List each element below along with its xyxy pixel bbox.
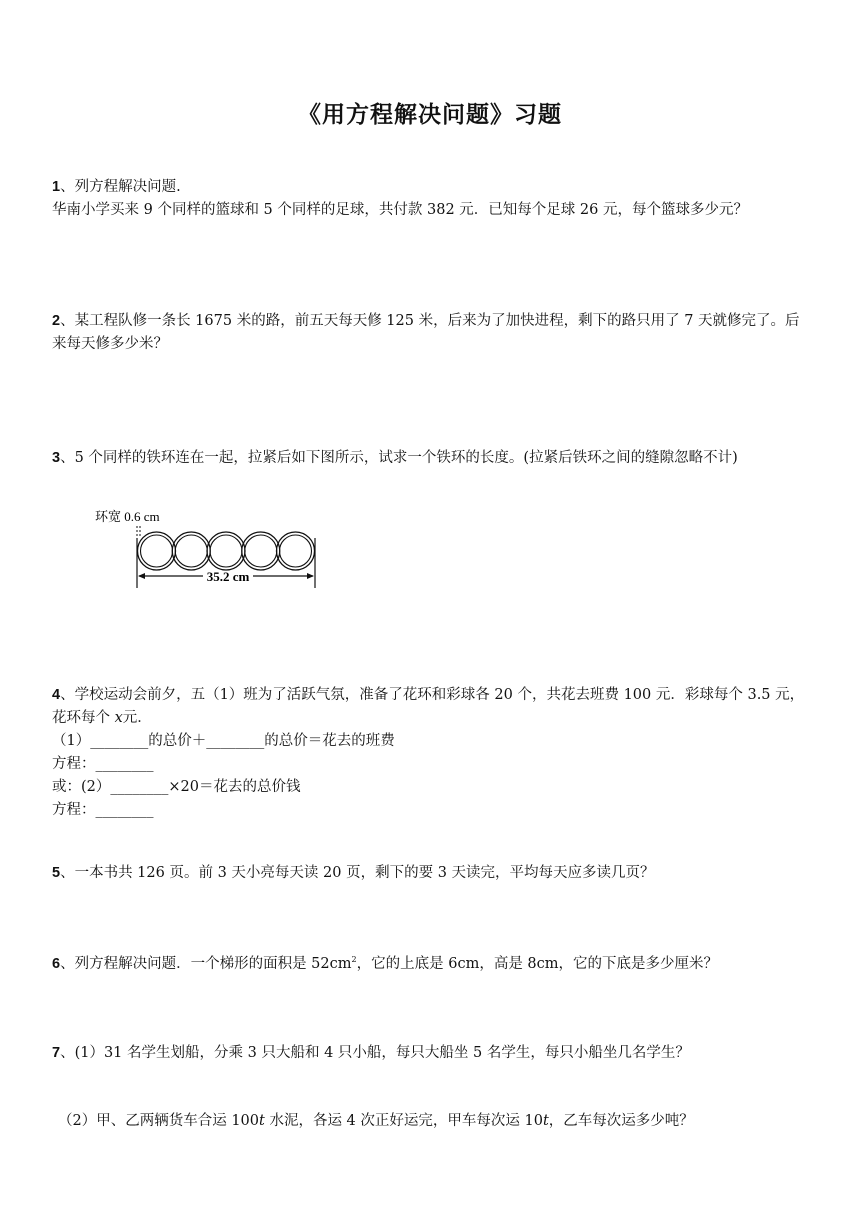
answer-line-4: 方程：________ [52, 802, 154, 818]
iron-ring-inner [280, 535, 312, 567]
question-text: （2）甲、乙两辆货车合运 100 [58, 1113, 260, 1129]
question-7-part-2 [58, 1110, 818, 1133]
superscript-2: 2 [351, 955, 357, 965]
question-5 [52, 862, 812, 885]
question-2 [52, 310, 812, 356]
answer-line-1: （1）________的总价＋________的总价＝花去的班费 [52, 733, 395, 749]
total-length-label: 35.2 cm [206, 569, 250, 584]
arrowhead-left-icon [138, 573, 145, 579]
ring-width-label: 环宽 0.6 cm [95, 509, 160, 524]
question-heading: 、列方程解决问题. [60, 179, 181, 195]
question-7 [52, 1042, 812, 1065]
answer-line-2: 方程：________ [52, 756, 154, 772]
question-number: 4 [52, 687, 61, 703]
question-text-mid: 水泥，各运 4 次正好运完，甲车每次运 10 [264, 1113, 543, 1129]
iron-ring-outer [138, 532, 176, 570]
ring-chain [138, 532, 315, 570]
question-4 [52, 684, 812, 822]
question-number: 7 [52, 1045, 61, 1061]
question-number: 3 [52, 450, 61, 466]
question-text-end: ，乙车每次运多少吨？ [548, 1113, 694, 1129]
variable-x: x [114, 710, 123, 726]
iron-rings-figure [92, 504, 332, 590]
iron-ring-inner [141, 535, 173, 567]
question-text-end: 元． [122, 710, 152, 726]
question-number: 6 [52, 956, 61, 972]
question-text: 、列方程解决问题．一个梯形的面积是 52cm [60, 956, 352, 972]
question-text: 、5 个同样的铁环连在一起，拉紧后如下图所示，试求一个铁环的长度。(拉紧后铁环之间的缝隙忽略不计) [60, 450, 738, 466]
arrowhead-right-icon [307, 573, 314, 579]
question-text: 、(1）31 名学生划船，分乘 3 只大船和 4 只小船，每只大船坐 5 名学生，每只小船坐几名学生？ [60, 1045, 690, 1061]
question-text: 华南小学买来 9 个同样的篮球和 5 个同样的足球，共付款 382 元．已知每个足球 26 元，每个篮球多少元？ [52, 202, 748, 218]
question-text: 、学校运动会前夕，五（1）班为了活跃气氛，准备了花环和彩球各 20 个，共花去班费 100 元．彩球每个 3.5 元，花环每个 [52, 687, 805, 726]
question-number: 1 [52, 179, 61, 195]
question-3 [52, 447, 812, 470]
question-text: 、一本书共 126 页。前 3 天小亮每天读 20 页，剩下的要 3 天读完，平均每天应多读几页？ [60, 865, 655, 881]
question-1 [52, 176, 812, 222]
question-text-end: ，它的上底是 6cm，高是 8cm，它的下底是多少厘米？ [356, 956, 719, 972]
question-number: 2 [52, 313, 61, 329]
unit-t: t [259, 1113, 265, 1129]
iron-ring-outer [207, 532, 245, 570]
iron-ring-outer [242, 532, 280, 570]
answer-line-3: 或：(2）________×20＝花去的总价钱 [52, 779, 301, 795]
iron-ring-inner [175, 535, 207, 567]
iron-ring-inner [210, 535, 242, 567]
question-text: 、某工程队修一条长 1675 米的路，前五天每天修 125 米，后来为了加快进程，剩下的路只用了 7 天就修完了。后来每天修多少米？ [52, 313, 800, 352]
question-6 [52, 953, 812, 976]
page-title: 《用方程解决问题》习题 [298, 101, 562, 128]
unit-t: t [542, 1113, 549, 1129]
question-number: 5 [52, 865, 61, 881]
iron-ring-outer [277, 532, 315, 570]
iron-ring-outer [172, 532, 210, 570]
iron-ring-inner [245, 535, 277, 567]
